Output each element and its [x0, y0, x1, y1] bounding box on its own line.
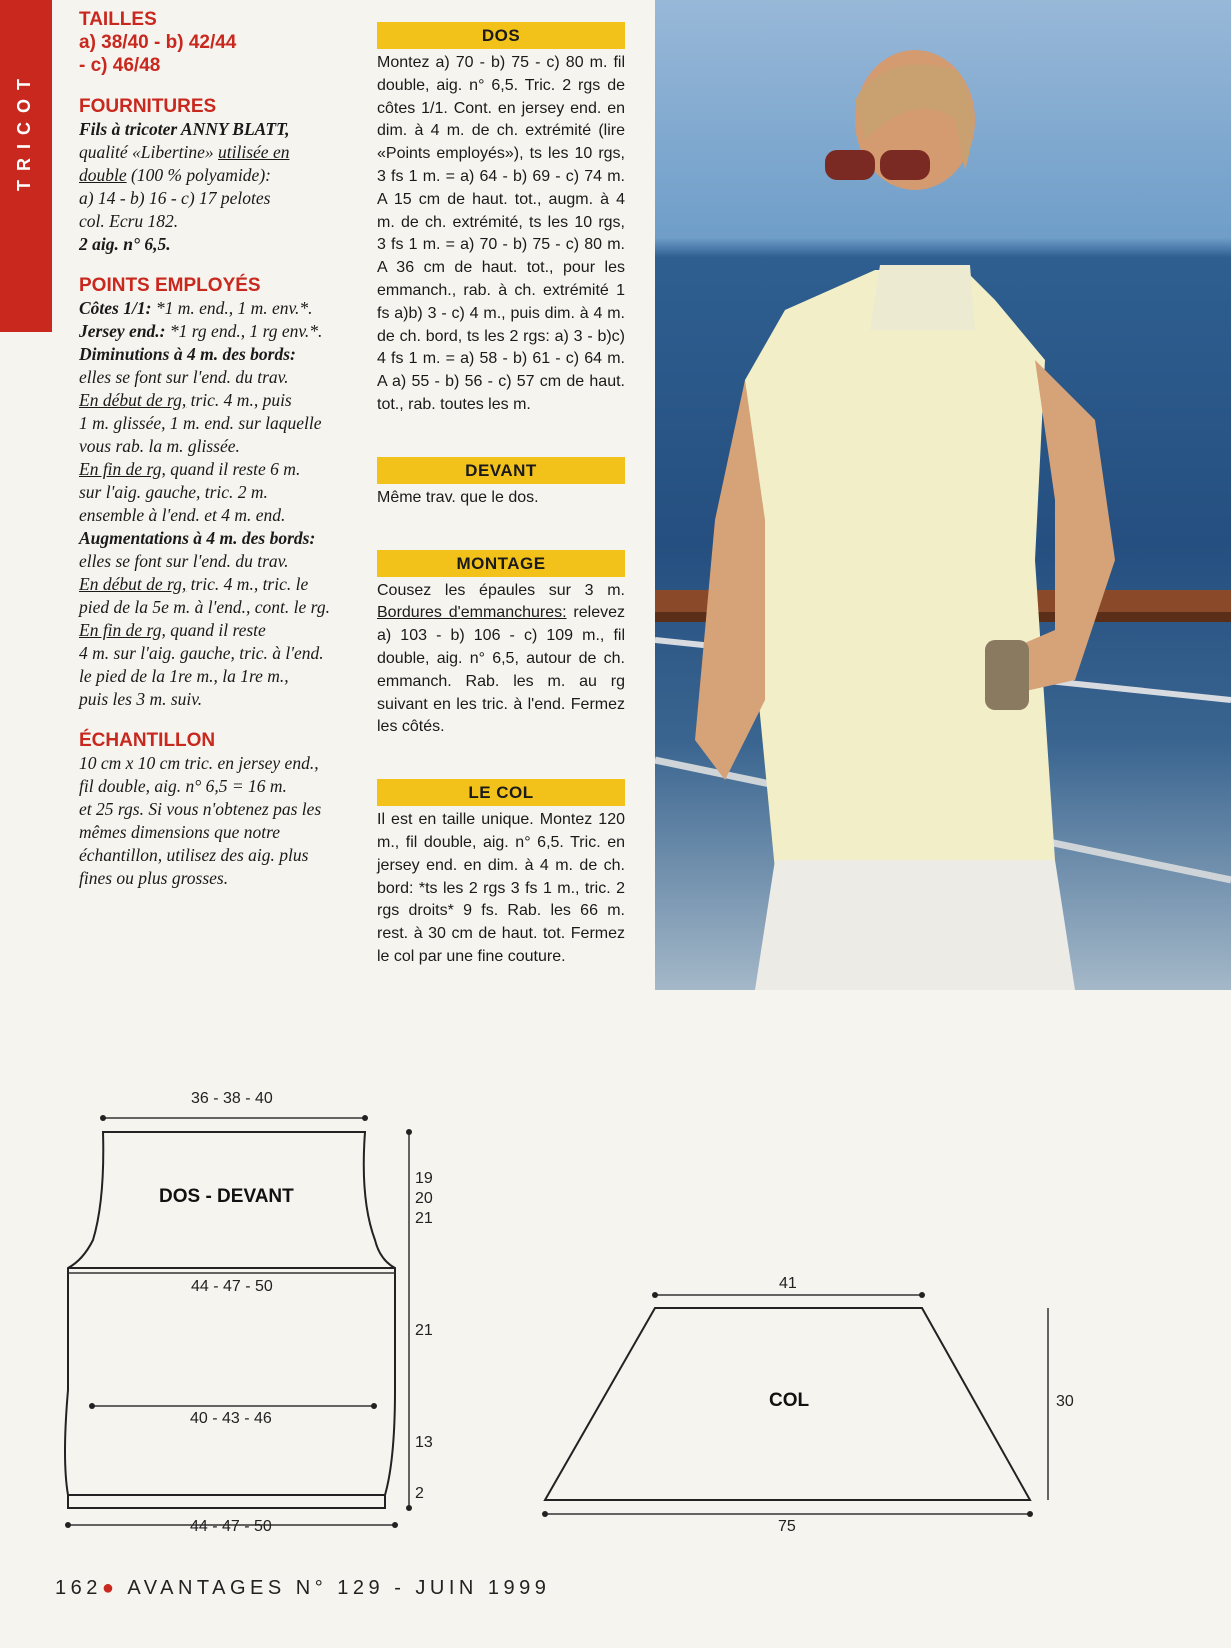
diminutions-line: quand il reste 6 m. [165, 459, 301, 479]
dos-chest-width: 44 - 47 - 50 [191, 1278, 273, 1295]
augmentations-label: Augmentations à 4 m. des bords: [79, 528, 316, 548]
dos-armhole-height-a: 19 [415, 1170, 433, 1187]
dos-devant-title: DOS - DEVANT [159, 1186, 294, 1207]
dos-low-height: 13 [415, 1434, 433, 1451]
montage-text-part: Cousez les épaules sur 3 m. [377, 581, 625, 599]
col-bottom-width: 75 [778, 1518, 796, 1535]
echantillon-line: fines ou plus grosses. [79, 868, 229, 888]
knitting-schematic [0, 1090, 1231, 1560]
cotes-text: *1 m. end., 1 m. env.*. [151, 298, 313, 318]
echantillon-line: et 25 rgs. Si vous n'obtenez pas les [79, 799, 322, 819]
col-height: 30 [1056, 1393, 1074, 1410]
left-column [79, 8, 351, 890]
dos-armhole-height-b: 20 [415, 1190, 433, 1207]
section-tab-label: TRICOT [14, 70, 34, 191]
yarn-double: double [79, 165, 127, 185]
model-photo [655, 0, 1231, 990]
sizes-line-2: - c) 46/48 [79, 55, 161, 76]
middle-column [377, 22, 625, 995]
diagrams [0, 1090, 1231, 1565]
augmentations-line: 4 m. sur l'aig. gauche, tric. à l'end. [79, 643, 324, 663]
diminutions-line: ensemble à l'end. et 4 m. end. [79, 505, 286, 525]
page-footer [55, 1577, 550, 1600]
fournitures-heading: FOURNITURES [79, 96, 217, 117]
devant-text: Même trav. que le dos. [377, 488, 539, 506]
col-title: COL [769, 1390, 810, 1411]
augmentations-line: tric. 4 m., tric. le [186, 574, 309, 594]
augmentations-line: pied de la 5e m. à l'end., cont. le rg. [79, 597, 330, 617]
echantillon-line: échantillon, utilisez des aig. plus [79, 845, 309, 865]
jersey-label: Jersey end.: [79, 321, 166, 341]
augmentations-line: le pied de la 1re m., la 1re m., [79, 666, 289, 686]
yarn-usage: utilisée en [218, 142, 290, 162]
montage-text [377, 580, 625, 740]
yarn-brand: Fils à tricoter ANNY BLATT, [79, 119, 290, 139]
augmentations-line: quand il reste [165, 620, 266, 640]
montage-text-part: Bordures d'emmanchures: [377, 604, 567, 622]
magazine-issue: AVANTAGES N° 129 - JUIN 1999 [127, 1577, 551, 1599]
page-number: 162 [55, 1577, 102, 1599]
diminutions-line: sur l'aig. gauche, tric. 2 m. [79, 482, 268, 502]
diminutions-line: tric. 4 m., puis [186, 390, 292, 410]
yarn-color: col. Ecru 182. [79, 211, 179, 231]
diminutions-line: elles se font sur l'end. du trav. [79, 367, 289, 387]
dos-mid-height: 21 [415, 1322, 433, 1339]
dos-rib-height: 2 [415, 1485, 424, 1502]
sizes-line-1: a) 38/40 - b) 42/44 [79, 32, 237, 53]
augmentations-line: elles se font sur l'end. du trav. [79, 551, 289, 571]
montage-heading: MONTAGE [377, 550, 625, 577]
echantillon-line: fil double, aig. n° 6,5 = 16 m. [79, 776, 287, 796]
diminutions-line: En fin de rg, [79, 459, 166, 479]
yarn-quality: qualité «Libertine» [79, 142, 219, 162]
echantillon-heading: ÉCHANTILLON [79, 730, 216, 751]
devant-heading: DEVANT [377, 457, 625, 484]
echantillon-line: mêmes dimensions que notre [79, 822, 281, 842]
diminutions-line: En début de rg, [79, 390, 187, 410]
cotes-label: Côtes 1/1: [79, 298, 152, 318]
dos-heading: DOS [377, 22, 625, 49]
points-heading: POINTS EMPLOYÉS [79, 275, 261, 296]
col-heading: LE COL [377, 779, 625, 806]
augmentations-line: puis les 3 m. suiv. [79, 689, 203, 709]
section-tab [0, 0, 52, 332]
dos-text: Montez a) 70 - b) 75 - c) 80 m. fil double, aig. n° 6,5. Tric. 2 rgs de côtes 1/1. Cont. en jersey end. en dim. à 4 m. de ch. extrémité (lire «Points employés»), ts les 10 rgs, 3 fs 1 m. = a) 64 - b) 69 - c) 74 m. A 15 cm de haut. tot., augm. à 4 m. de ch. extrémité, ts les 10 rgs, 3 fs 1 m. = a) 70 - b) 75 - c) 80 m. A 36 cm de haut. tot., pour les emmanch., rab. à ch. extrémité 1 fs a)b) 3 - c) 4 m., puis dim. à 4 m. de ch. bord, ts les 2 rgs: a) 3 - b)c) 4 fs 1 m. = a) 58 - b) 61 - c) 64 m. A a) 55 - b) 56 - c) 57 cm de haut. tot., rab. toutes les m. [377, 54, 625, 413]
echantillon-line: 10 cm x 10 cm tric. en jersey end., [79, 753, 319, 773]
dos-waist-width: 40 - 43 - 46 [190, 1410, 272, 1427]
jersey-text: *1 rg end., 1 rg env.*. [165, 321, 323, 341]
col-top-width: 41 [779, 1275, 797, 1292]
diminutions-line: 1 m. glissée, 1 m. end. sur laquelle [79, 413, 322, 433]
model-photo-illustration [655, 0, 1231, 990]
diminutions-label: Diminutions à 4 m. des bords: [79, 344, 296, 364]
augmentations-line: En fin de rg, [79, 620, 166, 640]
yarn-quantity: a) 14 - b) 16 - c) 17 pelotes [79, 188, 271, 208]
needles: 2 aig. n° 6,5. [79, 234, 171, 254]
dos-top-width: 36 - 38 - 40 [191, 1090, 273, 1107]
tailles-heading: TAILLES [79, 9, 157, 30]
dos-armhole-height-c: 21 [415, 1210, 433, 1227]
montage-text-part: relevez a) 103 - b) 106 - c) 109 m., fil double, aig. n° 6,5, autour de ch. emmanch. Rab. les m. au rg suivant en les tric. à l'end. Fermez les côtés. [377, 604, 625, 736]
col-text: Il est en taille unique. Montez 120 m., fil double, aig. n° 6,5. Tric. en jersey end. en dim. à 4 m. de ch. bord: *ts les 2 rgs 3 fs 1 m., tric. 2 rgs droits* 9 fs. Rab. les 66 m. rest. à 30 cm de haut. tot. Fermez le col par une fine couture. [377, 811, 625, 965]
diminutions-line: vous rab. la m. glissée. [79, 436, 240, 456]
dos-bottom-width: 44 - 47 - 50 [190, 1518, 272, 1535]
augmentations-line: En début de rg, [79, 574, 187, 594]
yarn-composition: (100 % polyamide): [126, 165, 271, 185]
footer-bullet-icon: ● [101, 1577, 119, 1599]
